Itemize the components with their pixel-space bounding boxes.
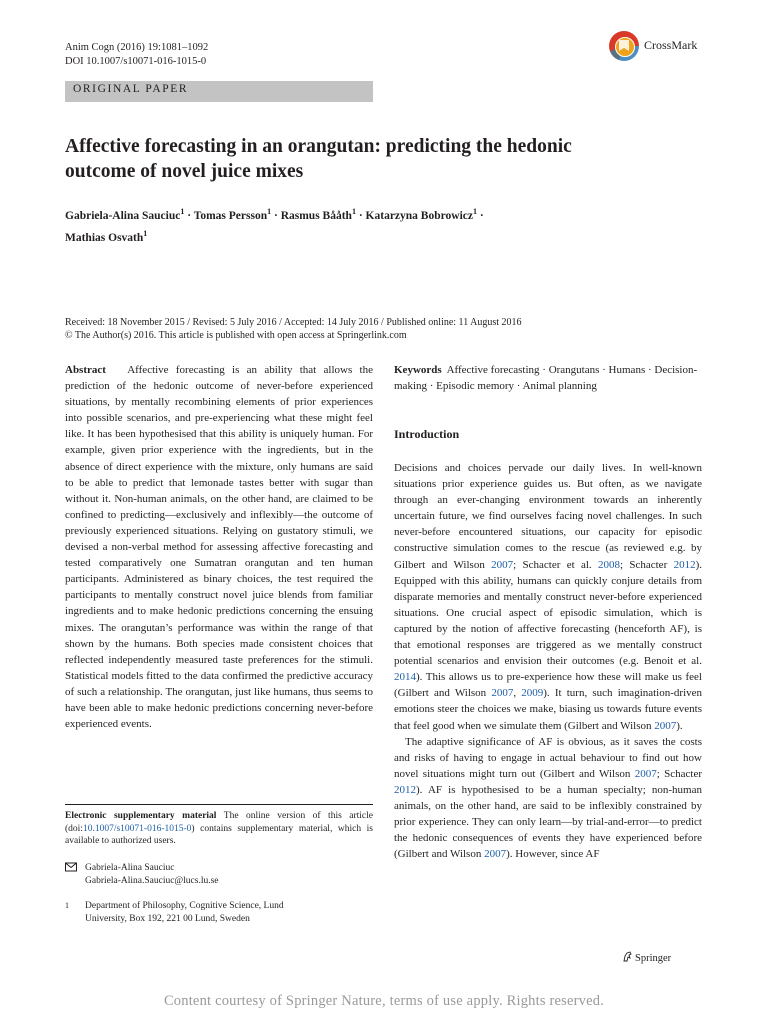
supplementary-doi-link[interactable]: 10.1007/s10071-016-1015-0 (82, 823, 192, 834)
springer-logo (622, 951, 671, 964)
citation-link[interactable]: 2012 (394, 783, 416, 796)
springer-horse-icon (622, 951, 633, 962)
footnote-divider (65, 804, 373, 805)
body-text: The adaptive significance of AF is obvious, as it saves the costs and risks of having to engage in actual behaviour to find out how novel situations might turn out (Gilbert and Wilson (394, 735, 702, 780)
affiliation-line-1: Department of Philosophy, Cognitive Science, Lund (85, 901, 284, 911)
author-separator: · (273, 209, 278, 222)
affiliation-line-2: University, Box 192, 221 00 Lund, Sweden (85, 913, 250, 924)
author-separator: · (479, 209, 484, 222)
author-list (65, 203, 695, 247)
introduction-paragraph-1 (394, 460, 702, 734)
citation-link[interactable]: 2007 (654, 719, 677, 732)
introduction-body (394, 460, 702, 862)
envelope-icon (65, 862, 77, 877)
abstract (65, 362, 373, 732)
author-separator: · (358, 209, 363, 222)
supplementary-text-before: The online version of this article (doi: (65, 811, 373, 834)
author-name[interactable]: Gabriela-Alina Sauciuc (65, 209, 181, 222)
keywords-text: Affective forecasting · Orangutans · Humans · Decision-making · Episodic memory · Animal planning (394, 364, 698, 393)
body-text: ). This allows us to pre-experience how these will make us feel (Gilbert and Wilson (394, 671, 702, 700)
abstract-text: Affective forecasting is an ability that allows the prediction of the hedonic outcome of never-before experienced situations, by mentally recombining elements of prior experiences into possible scenarios, and pre-experiencing what these might feel like. It has been hypothesised that this ability is uniquely human. For example, given prior experience with the ingredients, but in the absence of direct experience with the mixture, only humans are said to be able to predict that lemonade tastes better with sugar than without it. Non-human animals, on the other hand, are claimed to be confined to predicting—exclusively and inflexibly—the outcome of previously experienced situations. Relying on gustatory stimuli, we devised a non-verbal method for assessing affective forecasting and tested comparatively one Sumatran orangutan and ten human participants. Administered as binary choices, the test required the participants to mentally construct novel juice blends from familiar ingredients and to make hedonic predictions concerning the ensuing mixes. The orangutan’s performance was within the range of that shown by the humans. Both species made consistent choices that reflected independently measured taste preferences for the stimuli. Statistical models fitted to the data confirmed the predictive accuracy of such a relationship. The orangutan, just like humans, thus seems to have been able to make hedonic predictions concerning never-before experienced events. (65, 364, 373, 731)
author-affiliation-mark: 1 (180, 207, 185, 216)
crossmark-badge[interactable] (609, 31, 724, 67)
doi-line: DOI 10.1007/s10071-016-1015-0 (65, 56, 207, 67)
keywords-heading: Keywords (394, 364, 442, 376)
body-text: , (513, 687, 522, 700)
section-label: ORIGINAL PAPER (73, 83, 189, 95)
crossmark-icon (609, 31, 639, 61)
citation-link[interactable]: 2007 (634, 767, 657, 780)
author-affiliation-mark: 1 (351, 207, 356, 216)
publication-dates: Received: 18 November 2015 / Revised: 5 July 2016 / Accepted: 14 July 2016 / Published online: 11 August 2016 (65, 317, 522, 328)
corresponding-author-name: Gabriela-Alina Sauciuc (85, 863, 175, 873)
introduction-paragraph-2 (394, 734, 702, 863)
supplementary-heading: Electronic supplementary material (65, 811, 217, 821)
crossmark-label: CrossMark (644, 38, 698, 52)
author-affiliation-mark: 1 (267, 207, 272, 216)
citation-link[interactable]: 2007 (491, 687, 514, 700)
title-line-2: outcome of novel juice mixes (65, 161, 304, 182)
corresponding-author-email[interactable]: Gabriela-Alina.Sauciuc@lucs.lu.se (85, 875, 219, 886)
citation-link[interactable]: 2007 (491, 558, 514, 571)
citation-link[interactable]: 2014 (394, 671, 416, 684)
citation-link[interactable]: 2007 (484, 848, 507, 861)
article-history (65, 316, 715, 342)
author-separator: · (187, 209, 192, 222)
keywords (394, 362, 706, 394)
title-line-1: Affective forecasting in an orangutan: predicting the hedonic (65, 136, 572, 157)
publisher-name: Springer (635, 953, 672, 964)
body-text: Decisions and choices pervade our daily lives. In well-known situations prior experience guides us. But often, as we navigate through an ever-changing environment towards an inherently uncertain future, we find ourselves facing novel challenges. In such never-before encountered situations, our capacity for episodic constructive simulation comes to the rescue (as reviewed e.g. by Gilbert and Wilson (394, 462, 702, 571)
body-text: ). Equipped with this ability, humans can quickly conjure details from disparate memories and mentally construct never-before experienced situations. One crucial aspect of episodic simulation, which is captured by the notion of affective forecasting (henceforth AF), is that emotional responses are triggered as we mentally construct potential scenarios and envision their outcomes (e.g. Benoit et al. (394, 558, 702, 668)
author-name[interactable]: Rasmus Bååth (280, 209, 352, 222)
affiliation-number: 1 (65, 901, 69, 910)
content-courtesy-note: Content courtesy of Springer Nature, terms of use apply. Rights reserved. (163, 993, 605, 1009)
supplementary-text-after: ) contains supplementary material, which is available to authorized users. (65, 823, 373, 847)
body-text: ). (676, 719, 683, 732)
citation-link[interactable]: 2009 (521, 687, 544, 700)
author-affiliation-mark: 1 (472, 207, 477, 216)
body-text: ). AF is hypothesised to be a human specialty; non-human animals, on the other hand, are said to be inflexibly constrained by prior experience. They can only learn—by trial-and-error—to predict the hedonic consequences of events they have experienced before (Gilbert and Wilson (394, 783, 702, 861)
article-title (65, 134, 695, 184)
body-text: ; Schacter (619, 558, 674, 571)
citation-link[interactable]: 2008 (597, 558, 620, 571)
author-name[interactable]: Katarzyna Bobrowicz (365, 209, 473, 222)
author-name[interactable]: Tomas Persson (193, 209, 268, 222)
section-label-bar (65, 81, 373, 102)
abstract-heading: Abstract (65, 364, 106, 376)
author-affiliation-mark: 1 (143, 228, 148, 238)
journal-citation: Anim Cogn (2016) 19:1081–1092 (65, 42, 209, 53)
body-text: ; Schacter et al. (513, 558, 598, 571)
body-text: ; Schacter (656, 767, 702, 780)
body-text: ). However, since AF (506, 848, 600, 861)
supplementary-note (65, 810, 373, 848)
citation-link[interactable]: 2012 (673, 558, 696, 571)
author-name[interactable]: Mathias Osvath (65, 231, 144, 244)
introduction-heading: Introduction (394, 427, 460, 441)
body-text: ). It turn, such imagination-driven emotions steer the choices we make, biasing us towards future events that feel good when we simulate them (Gilbert and Wilson (394, 687, 703, 732)
copyright-notice: © The Author(s) 2016. This article is published with open access at Springerlink.com (65, 330, 407, 341)
